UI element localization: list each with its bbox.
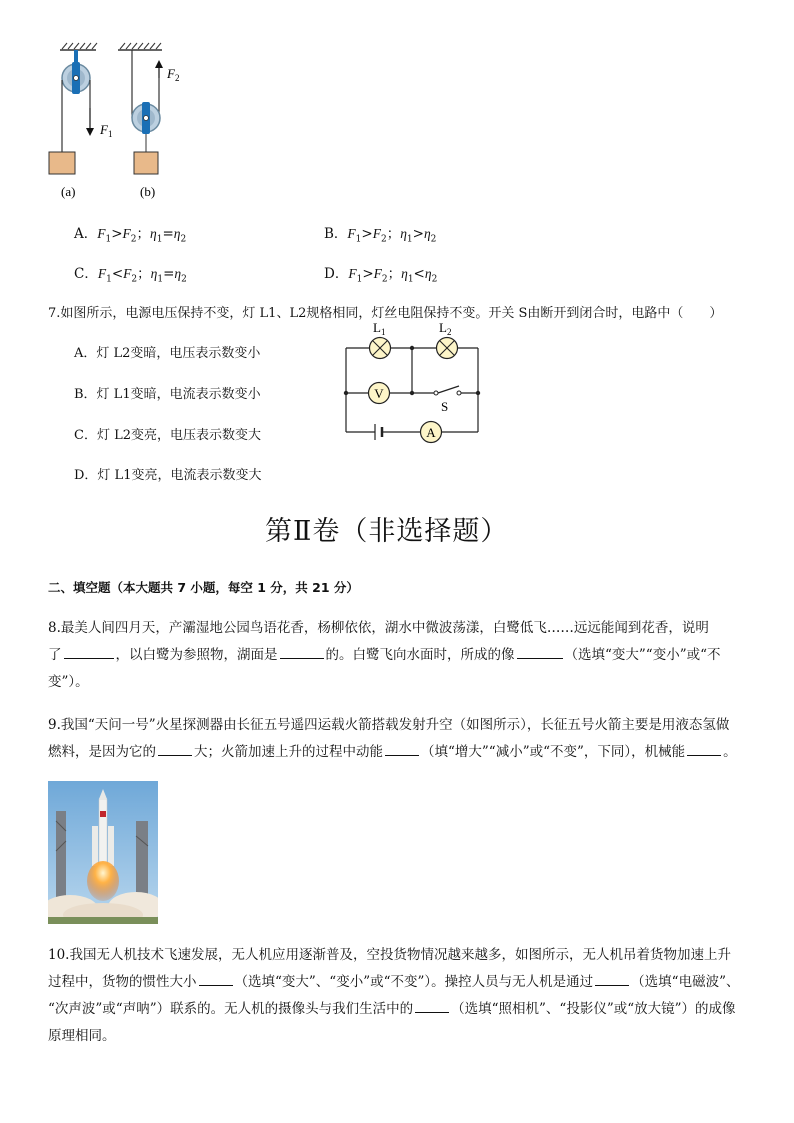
q9-blank-1[interactable] bbox=[158, 741, 192, 756]
q7-option-d: D．灯 L1变亮，电流表示数变大 bbox=[74, 468, 262, 483]
ceiling-a bbox=[60, 43, 97, 50]
q7-option-c: C．灯 L2变亮，电压表示数变大 bbox=[74, 428, 261, 443]
q6-option-c: C．$F_1<F_2$；$\eta_1=\eta_2$ bbox=[74, 266, 187, 285]
l2-label: $L_2$ bbox=[439, 320, 452, 337]
q10-line1: 10.我国无人机技术飞速发展，无人机应用逐渐普及，空投货物情况越来越多，如图所示，无人机吊着货物加速上升 bbox=[48, 947, 731, 963]
q9-line1: 9.我国“天问一号”火星探测器由长征五号遥四运载火箭搭载发射升空（如图所示），长征五号火箭主要是用液态氢做 bbox=[48, 717, 730, 733]
question-8 bbox=[48, 615, 748, 696]
q10-blank-1[interactable] bbox=[199, 971, 233, 986]
q9-blank-3[interactable] bbox=[687, 741, 721, 756]
q9-line2: 燃料，是因为它的 大；火箭加速上升的过程中动能 （填“增大”“减小”或“不变”，下同），机械能 。 bbox=[48, 739, 748, 766]
q8-line1: 8.最美人间四月天，产灞湿地公园鸟语花香，杨柳依依，湖水中微波荡漾，白鹭低飞……远远能闻到花香，说明 bbox=[48, 620, 709, 636]
ammeter bbox=[421, 422, 442, 443]
question-10 bbox=[48, 942, 753, 1050]
svg-text:V: V bbox=[374, 386, 384, 401]
q6-option-b: B．$F_1>F_2$；$\eta_1>\eta_2$ bbox=[324, 226, 437, 245]
q7-option-a: A．灯 L2变暗，电压表示数变小 bbox=[74, 346, 261, 361]
q7-option-b: B．灯 L1变暗，电流表示数变小 bbox=[74, 387, 261, 402]
switch-label: S bbox=[441, 399, 449, 414]
q8-line2: 了 ，以白鹭为参照物，湖面是 的。白鹭飞向水面时，所成的像 （选填“变大”“变小”或“不 bbox=[48, 642, 748, 669]
label-b: (b) bbox=[140, 184, 156, 199]
circuit-diagram bbox=[335, 318, 495, 448]
f2-label: $F_2$ bbox=[167, 66, 180, 83]
q8-blank-3[interactable] bbox=[517, 644, 563, 659]
q8-blank-2[interactable] bbox=[280, 644, 324, 659]
q6-option-d: D．$F_1>F_2$；$\eta_1<\eta_2$ bbox=[324, 266, 438, 285]
part2-title: 第Ⅱ卷（非选择题） bbox=[265, 516, 509, 547]
q10-blank-2[interactable] bbox=[595, 971, 629, 986]
lamp-l2 bbox=[437, 338, 458, 359]
question-9 bbox=[48, 712, 748, 766]
q10-line3: “次声波”或“声呐”）联系的。无人机的摄像头与我们生活中的 （选填“照相机”、“投影仪”或“放大镜”）的成像 bbox=[48, 996, 753, 1023]
q10-line2: 过程中，货物的惯性大小 （选填“变大”、“变小”或“不变”）。操控人员与无人机是通过 （选填“电磁波”、 bbox=[48, 969, 753, 996]
q6-option-a: A．$F_1>F_2$；$\eta_1=\eta_2$ bbox=[74, 226, 187, 245]
q10-line4: 原理相同。 bbox=[48, 1028, 116, 1044]
pulley-figure bbox=[40, 38, 200, 208]
rocket-launch-photo bbox=[48, 781, 158, 924]
q7-stem: 7.如图所示，电源电压保持不变，灯 L1、L2规格相同，灯丝电阻保持不变。开关 S由断开到闭合时，电路中（ ） bbox=[48, 306, 723, 321]
l1-label: $L_1$ bbox=[373, 320, 386, 337]
q10-blank-3[interactable] bbox=[415, 998, 449, 1013]
q8-blank-1[interactable] bbox=[64, 644, 114, 659]
lamp-l1 bbox=[370, 338, 391, 359]
f1-label: $F_1$ bbox=[100, 122, 113, 139]
label-a: (a) bbox=[61, 184, 76, 199]
ceiling-b bbox=[118, 43, 162, 50]
svg-text:A: A bbox=[426, 425, 436, 440]
q8-line3: 变”）。 bbox=[48, 674, 89, 690]
q9-blank-2[interactable] bbox=[385, 741, 419, 756]
fixed-pulley bbox=[62, 62, 90, 94]
section-heading: 二、填空题（本大题共 7 小题，每空 1 分，共 21 分） bbox=[48, 580, 359, 595]
movable-pulley bbox=[132, 102, 160, 134]
voltmeter bbox=[369, 383, 390, 404]
